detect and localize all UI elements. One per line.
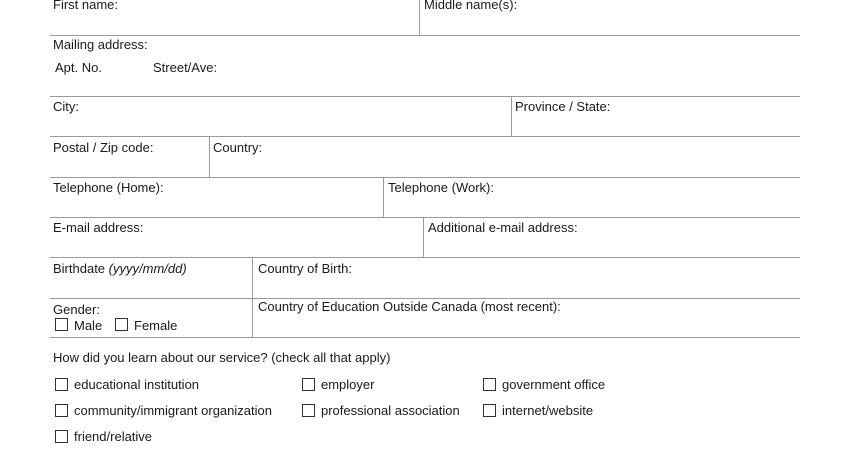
country-field[interactable] bbox=[211, 137, 799, 176]
gender-female-checkbox[interactable] bbox=[115, 318, 128, 331]
employer-checkbox[interactable] bbox=[302, 378, 315, 391]
country-of-education-label: Country of Education Outside Canada (most recent): bbox=[258, 299, 561, 314]
divider bbox=[50, 337, 800, 338]
additional-email-label: Additional e-mail address: bbox=[428, 220, 578, 235]
employer-label: employer bbox=[321, 377, 375, 392]
postal-zip-label: Postal / Zip code: bbox=[53, 140, 154, 155]
birthdate-field[interactable] bbox=[50, 258, 251, 297]
community-organization-label: community/immigrant organization bbox=[74, 403, 272, 418]
telephone-home-field[interactable] bbox=[50, 178, 382, 216]
postal-zip-field[interactable] bbox=[50, 137, 208, 176]
government-office-label: government office bbox=[502, 377, 606, 392]
email-label: E-mail address: bbox=[53, 220, 144, 235]
educational-institution-checkbox[interactable] bbox=[55, 378, 68, 391]
telephone-work-field[interactable] bbox=[385, 178, 799, 216]
country-of-education-field[interactable] bbox=[254, 316, 799, 336]
internet-website-checkbox[interactable] bbox=[483, 404, 496, 417]
professional-association-checkbox[interactable] bbox=[302, 404, 315, 417]
gender-male-label: Male bbox=[74, 318, 103, 333]
government-office-checkbox[interactable] bbox=[483, 378, 496, 391]
city-label: City: bbox=[53, 99, 79, 114]
divider bbox=[252, 257, 253, 337]
internet-website-label: internet/website bbox=[502, 403, 594, 418]
gender-label: Gender: bbox=[53, 302, 100, 317]
friend-relative-label: friend/relative bbox=[74, 429, 153, 444]
telephone-home-label: Telephone (Home): bbox=[53, 180, 164, 195]
apt-no-label: Apt. No. bbox=[55, 60, 102, 75]
friend-relative-checkbox[interactable] bbox=[55, 430, 68, 443]
survey-question: How did you learn about our service? (check all that apply) bbox=[53, 350, 391, 365]
country-label: Country: bbox=[213, 140, 263, 155]
gender-male-checkbox[interactable] bbox=[55, 318, 68, 331]
city-field[interactable] bbox=[50, 97, 510, 135]
mailing-address-field[interactable] bbox=[50, 76, 800, 94]
divider bbox=[383, 177, 384, 217]
province-state-field[interactable] bbox=[513, 97, 799, 135]
birthdate-label-text: Birthdate bbox=[53, 261, 106, 276]
country-of-birth-label: Country of Birth: bbox=[258, 261, 352, 276]
street-ave-label: Street/Ave: bbox=[153, 60, 218, 75]
birthdate-format: (yyyy/mm/dd) bbox=[108, 261, 187, 276]
community-organization-checkbox[interactable] bbox=[55, 404, 68, 417]
gender-female-label: Female bbox=[134, 318, 178, 333]
email-field[interactable] bbox=[50, 218, 422, 256]
divider bbox=[419, 0, 420, 35]
mailing-address-label: Mailing address: bbox=[53, 37, 148, 52]
divider bbox=[209, 136, 210, 177]
professional-association-label: professional association bbox=[321, 403, 460, 418]
middle-names-label: Middle name(s): bbox=[424, 0, 518, 12]
first-name-label: First name: bbox=[53, 0, 119, 12]
first-name-field[interactable] bbox=[50, 0, 418, 34]
province-state-label: Province / State: bbox=[515, 99, 611, 114]
country-of-birth-field[interactable] bbox=[254, 258, 799, 297]
divider bbox=[511, 96, 512, 136]
middle-names-field[interactable] bbox=[421, 0, 799, 34]
divider bbox=[50, 35, 800, 36]
educational-institution-label: educational institution bbox=[74, 377, 200, 392]
divider bbox=[423, 217, 424, 257]
telephone-work-label: Telephone (Work): bbox=[388, 180, 494, 195]
additional-email-field[interactable] bbox=[425, 218, 799, 256]
